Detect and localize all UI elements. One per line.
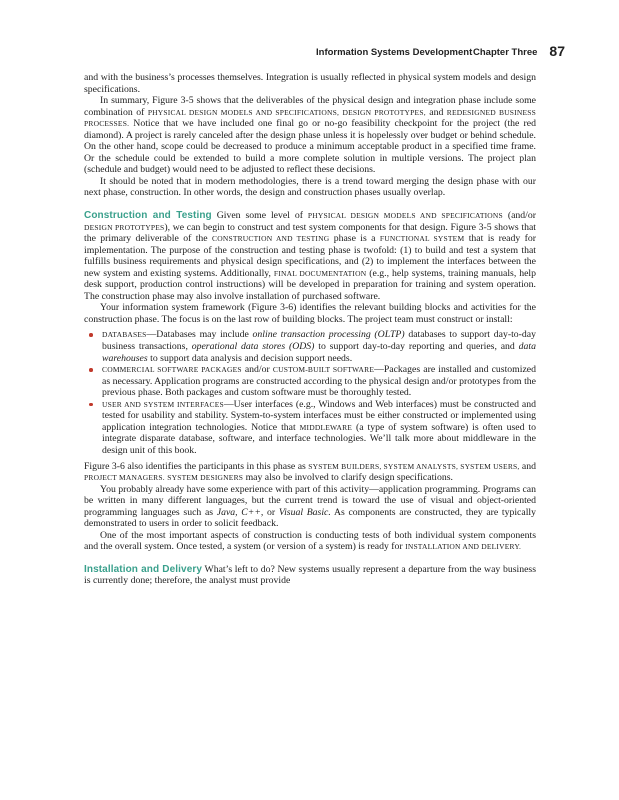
chapter-label: Chapter Three [473, 47, 538, 58]
paragraph: Construction and Testing Given some level of PHYSICAL DESIGN MODELS AND SPECIFICATIONS (and/or DESIGN PROTOTYPES), we can begin to construct and test system components for that design. Figure 3-5 shows that the primary deliverable of the CONSTRUCTION AND TESTING phase is a FUNCTIONAL SYSTEM that is ready for implementation. The purpose of the construction and testing phase is twofold: (1) to build and test a system that fulfills business requirements and physical design specifications, and (2) to implement the interfaces between the new system and existing systems. Additionally, FINAL DOCUMENTATION (e.g., help systems, training manuals, help desk support, production control instructions) will be developed in preparation for training and system operation. The construction phase may also involve installation of purchased software. [84, 210, 537, 302]
paragraph: Your information system framework (Figure 3-6) identifies the relevant building blocks and activities for the construction phase. The focus is on the last row of building blocks. The project team must construct or install: [84, 302, 536, 325]
body-text [84, 72, 536, 587]
section-heading-construction: Construction and Testing [84, 210, 212, 222]
section-title: Information Systems Development [316, 47, 473, 58]
page-number: 87 [549, 43, 565, 59]
section-heading-installation: Installation and Delivery [84, 563, 203, 575]
paragraph: You probably already have some experience with part of this activity—application programming. Programs can be written in many different languages, but the current trend is toward the use of visual and object-oriented programming languages such as Java, C++, or Visual Basic. As components are constructed, they are typically demonstrated to users in order to solicit feedback. [84, 483, 537, 530]
paragraph: Installation and Delivery What’s left to do? New systems usually represent a departure from the way business is currently done; therefore, the analyst must provide [84, 563, 536, 587]
running-header [316, 43, 565, 61]
list-item: USER AND SYSTEM INTERFACES—User interfaces (e.g., Windows and Web interfaces) must be constructed and tested for usability and stability. System-to-system interfaces must be either constructed or implemented using application integration technologies. Notice that MIDDLEWARE (a type of system software) is often used to integrate disparate database, software, and interface technologies. We’ll talk more about middleware in the design unit of this book. [102, 398, 536, 456]
list-item: COMMERCIAL SOFTWARE PACKAGES and/or CUSTOM-BUILT SOFTWARE—Packages are installed and customized as necessary. Application programs are constructed according to the physical design and/or prototypes from the previous phase. Both packages and custom software must be thoroughly tested. [102, 364, 536, 399]
paragraph: Figure 3-6 also identifies the participants in this phase as SYSTEM BUILDERS, SYSTEM ANALYSTS, SYSTEM USERS, and PROJECT MANAGERS. SYSTEM DESIGNERS may also be involved to clarify design specifications. [84, 460, 537, 484]
paragraph: and with the business’s processes themselves. Integration is usually reflected in physical system models and design specifications. [84, 72, 536, 95]
paragraph: In summary, Figure 3-5 shows that the deliverables of the physical design and integration phase include some combination of PHYSICAL DESIGN MODELS AND SPECIFICATIONS, DESIGN PROTOTYPES, and REDESIGNED BUSINESS PROCESSES. Notice that we have included one final go or no-go feasibility checkpoint for the project (the red diamond). A project is rarely canceled after the design phase unless it is hopelessly over budget or behind schedule. On the other hand, scope could be decreased to produce a minimum acceptable product in a specified time frame. Or the schedule could be extended to build a more complete solution in multiple versions. The project plan (schedule and budget) would need to be adjusted to reflect these decisions. [84, 95, 537, 176]
bullet-list [84, 329, 536, 456]
paragraph: It should be noted that in modern methodologies, there is a trend toward merging the design phase with our next phase, construction. In other words, the design and construction phases usually overlap. [84, 175, 536, 199]
paragraph: One of the most important aspects of construction is conducting tests of both individual system components and the overall system. Once tested, a system (or version of a system) is ready for INSTALLATION AND DELIVERY. [84, 529, 536, 553]
list-item: DATABASES—Databases may include online transaction processing (OLTP) databases to support day-to-day business transactions, operational data stores (ODS) to support day-to-day reporting and queries, and data warehouses to support data analysis and decision support needs. [102, 329, 536, 364]
